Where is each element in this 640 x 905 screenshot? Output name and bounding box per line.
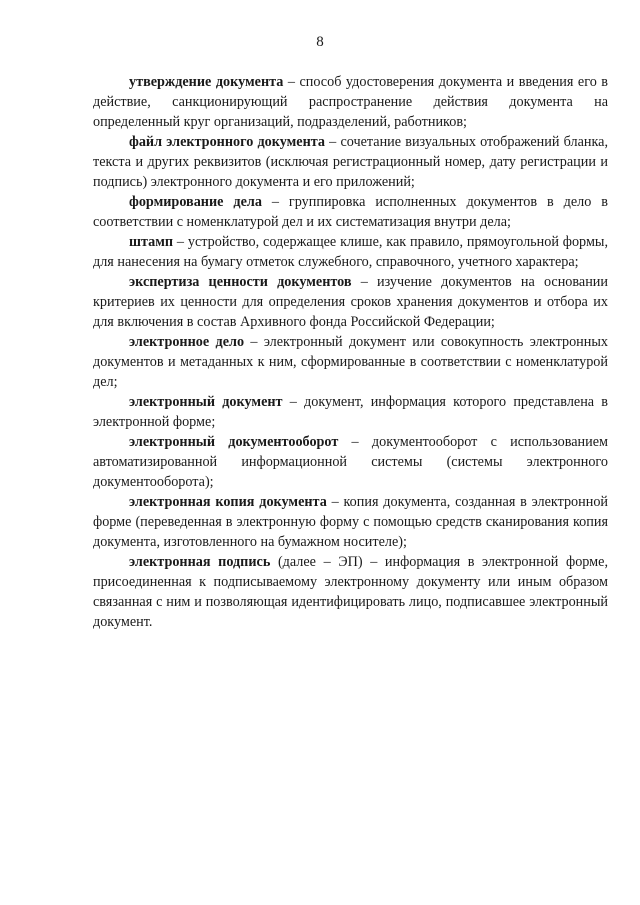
- definition-term: электронный документооборот: [129, 434, 339, 450]
- definition-term: электронное дело: [129, 334, 245, 350]
- definition-paragraph: [93, 232, 608, 272]
- definition-text: – документ, информация которого представлена в электронной форме;: [93, 394, 608, 430]
- definition-term: электронный документ: [129, 394, 283, 410]
- definition-text: (далее – ЭП) – информация в электронной форме, присоединенная к подписываемому электронному документу или иным образом связанная с ним и позволяющая идентифицировать лицо, подписавшее электронный документ.: [93, 554, 608, 630]
- definition-term: электронная подпись: [129, 554, 271, 570]
- definition-paragraph: [93, 492, 608, 552]
- definition-term: формирование дела: [129, 194, 262, 210]
- definition-paragraph: [93, 192, 608, 232]
- definitions-list: [93, 72, 608, 632]
- definition-text: – устройство, содержащее клише, как правило, прямоугольной формы, для нанесения на бумагу отметок служебного, справочного, учетного характера;: [93, 234, 608, 270]
- definition-paragraph: [93, 132, 608, 192]
- definition-text: – сочетание визуальных отображений бланка, текста и других реквизитов (исключая регистрационный номер, дату регистрации и подпись) электронного документа и его приложений;: [93, 134, 608, 190]
- definition-text: – документооборот с использованием автоматизированной информационной системы (системы электронного документооборота);: [93, 434, 608, 490]
- definition-text: – способ удостоверения документа и введения его в действие, санкционирующий распространение действия документа на определенный круг организаций, подразделений, работников;: [93, 74, 608, 130]
- definition-text: – копия документа, созданная в электронной форме (переведенная в электронную форму с помощью средств сканирования копия документа, изготовленного на бумажном носителе);: [93, 494, 608, 550]
- definition-paragraph: [93, 552, 608, 632]
- definition-paragraph: [93, 272, 608, 332]
- definition-paragraph: [93, 432, 608, 492]
- definition-term: электронная копия документа: [129, 494, 327, 510]
- definition-paragraph: [93, 72, 608, 132]
- page-number: 8: [316, 34, 324, 50]
- definition-term: файл электронного документа: [129, 134, 325, 150]
- definition-term: штамп: [129, 234, 174, 250]
- definition-term: утверждение документа: [129, 74, 284, 90]
- definition-text: – изучение документов на основании критериев их ценности для определения сроков хранения документов и отбора их для включения в состав Архивного фонда Российской Федерации;: [93, 274, 608, 330]
- definition-text: – электронный документ или совокупность электронных документов и метаданных к ним, сформированные в соответствии с номенклатурой дел;: [93, 334, 608, 390]
- definition-paragraph: [93, 392, 608, 432]
- definition-term: экспертиза ценности документов: [129, 274, 352, 290]
- definition-paragraph: [93, 332, 608, 392]
- definition-text: – группировка исполненных документов в дело в соответствии с номенклатурой дел и их систематизация внутри дела;: [93, 194, 608, 230]
